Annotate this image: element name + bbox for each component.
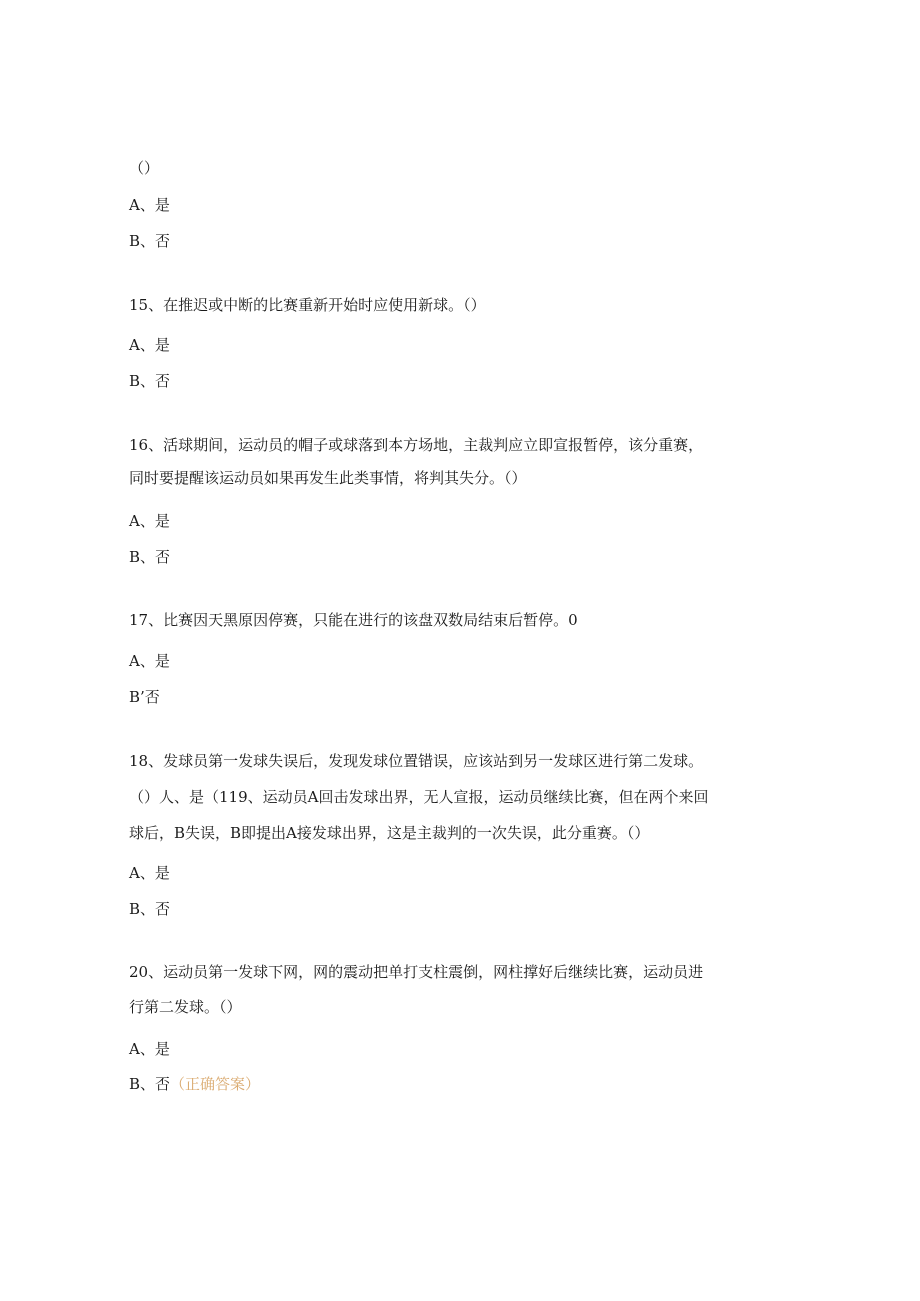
q20-text-line-2: 行第二发球。（）: [129, 998, 242, 1016]
q15-option-b: B、否: [129, 372, 171, 390]
q19-option-b: B、否: [129, 900, 171, 918]
q16-option-a: A、是: [129, 512, 170, 530]
q18-text-line-2: （）人、是（119、运动员A回击发球出界，无人宣报，运动员继续比赛，但在两个来回: [129, 788, 709, 806]
q15-text: 15、在推迟或中断的比赛重新开始时应使用新球。（）: [129, 296, 486, 314]
q16-option-b: B、否: [129, 548, 171, 566]
q20-option-b-row: [129, 1074, 260, 1094]
q19-option-a: A、是: [129, 864, 170, 882]
q14-option-a: A、是: [129, 196, 170, 214]
q17-option-a: A、是: [129, 652, 170, 670]
q18-text-line-1: 18、发球员第一发球失误后，发现发球位置错误，应该站到另一发球区进行第二发球。: [129, 752, 704, 770]
correct-answer-mark: （正确答案）: [170, 1075, 261, 1093]
q20-text-line-1: 20、运动员第一发球下网，网的震动把单打支柱震倒，网柱撑好后继续比赛，运动员进: [129, 963, 704, 981]
q14-bracket: （）: [129, 159, 160, 177]
q20-option-b: B、否: [129, 1075, 171, 1093]
q19-text-line: 球后，B失误，B即提出A接发球出界，这是主裁判的一次失误，此分重赛。（）: [129, 824, 650, 842]
q16-text-line-2: 同时要提醒该运动员如果再发生此类事情，将判其失分。（）: [129, 469, 527, 487]
q15-option-a: A、是: [129, 336, 170, 354]
q16-text-line-1: 16、活球期间，运动员的帽子或球落到本方场地，主裁判应立即宣报暂停，该分重赛，: [129, 436, 704, 454]
q20-option-a: A、是: [129, 1040, 170, 1058]
q17-text: 17、比赛因天黑原因停赛，只能在进行的该盘双数局结束后暂停。0: [129, 611, 578, 629]
q14-option-b: B、否: [129, 232, 171, 250]
q17-option-b: B’否: [129, 688, 160, 706]
